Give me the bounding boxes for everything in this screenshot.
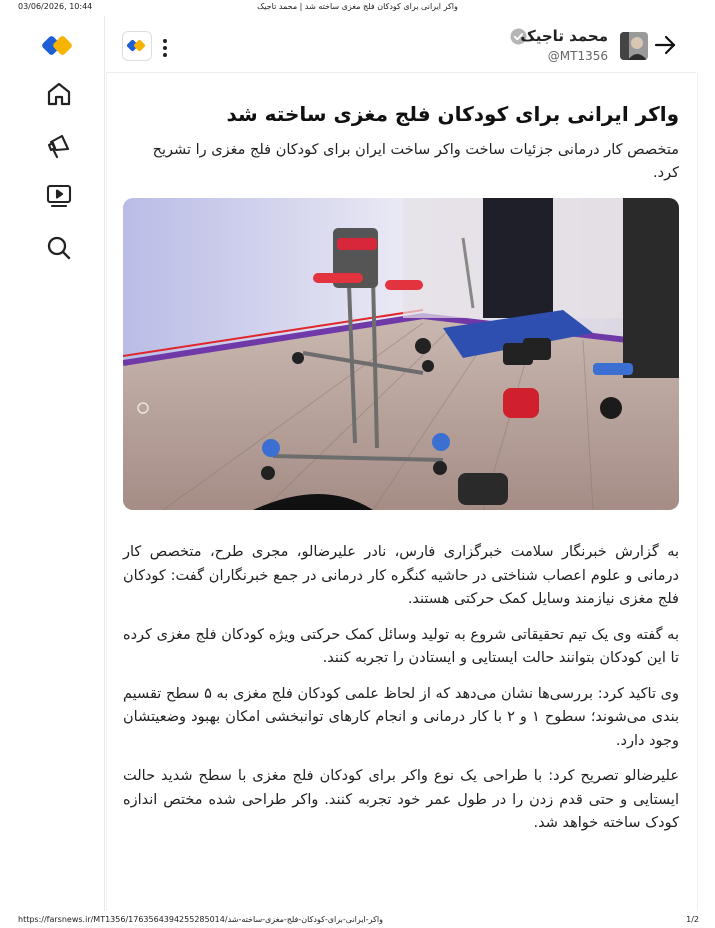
avatar[interactable]: [620, 32, 648, 60]
channel-logo-icon[interactable]: [122, 31, 152, 61]
megaphone-icon[interactable]: [45, 132, 73, 160]
page-number: 1/2: [686, 915, 699, 924]
article-paragraph: به گزارش خبرنگار سلامت خبرگزاری فارس، نادر علیرضالو، مجری طرح، متخصص کار درمانی و علوم اعصاب شناختی در حاشیه کنگره کار درمانی در جمع خبرنگاران گفت: کودکان فلج مغزی نیازمند وسایل کمک حرکتی هستند.: [123, 544, 679, 607]
author-handle[interactable]: @MT1356: [547, 49, 608, 63]
sidebar: [18, 16, 105, 911]
video-icon[interactable]: [45, 182, 73, 210]
search-icon[interactable]: [45, 234, 73, 262]
print-date: 03/06/2026, 10:44: [18, 2, 93, 11]
print-header: [0, 0, 715, 14]
more-icon[interactable]: [158, 37, 172, 59]
article-body: [123, 541, 679, 848]
article-headline: واکر ایرانی برای کودکان فلج مغزی ساخته شد: [226, 102, 679, 126]
article-header: [106, 16, 696, 73]
article-lead: متخصص کار درمانی جزئیات ساخت واکر ساخت ایران برای کودکان فلج مغزی را تشریح کرد.: [152, 142, 679, 181]
print-footer: [0, 911, 715, 928]
article-paragraph: علیرضالو تصریح کرد: با طراحی یک نوع واکر برای کودکان فلج مغزی با سطح شدید حالت ایستایی و حتی قدم زدن را در طول عمر خود تجربه کنند. واکر طراحی شده مختص اندازه کودک ساخته خواهد شد.: [123, 768, 679, 831]
home-icon[interactable]: [45, 80, 73, 108]
print-url: https://farsnews.ir/MT1356/1763564394255285014/واکر-ایرانی-برای-کودکان-فلج-مغزی-ساخته-شد: [18, 915, 383, 924]
article-photo: [123, 198, 679, 510]
author-name[interactable]: محمد تاجیک: [520, 27, 608, 45]
article-paragraph: وی تاکید کرد: بررسی‌ها نشان می‌دهد که از لحاظ علمی کودکان فلج مغزی به ۵ سطح تقسیم بندی می‌شوند؛ سطوح ۱ و ۲ با کار درمانی و انجام کارهای توانبخشی امکان بهبود وضعیتشان وجود دارد.: [123, 685, 680, 749]
logo-icon[interactable]: [40, 32, 76, 62]
article-paragraph: به گفته وی یک تیم تحقیقاتی شروع به تولید وسائل کمک حرکتی ویژه کودکان فلج مغزی کرده تا این کودکان بتوانند حالت ایستایی و ایستادن را تجربه کنند.: [123, 626, 679, 666]
print-title: واکر ایرانی برای کودکان فلج مغزی ساخته شد | محمد تاجیک: [257, 2, 458, 11]
article: [106, 72, 698, 911]
back-arrow-icon[interactable]: [653, 34, 677, 56]
